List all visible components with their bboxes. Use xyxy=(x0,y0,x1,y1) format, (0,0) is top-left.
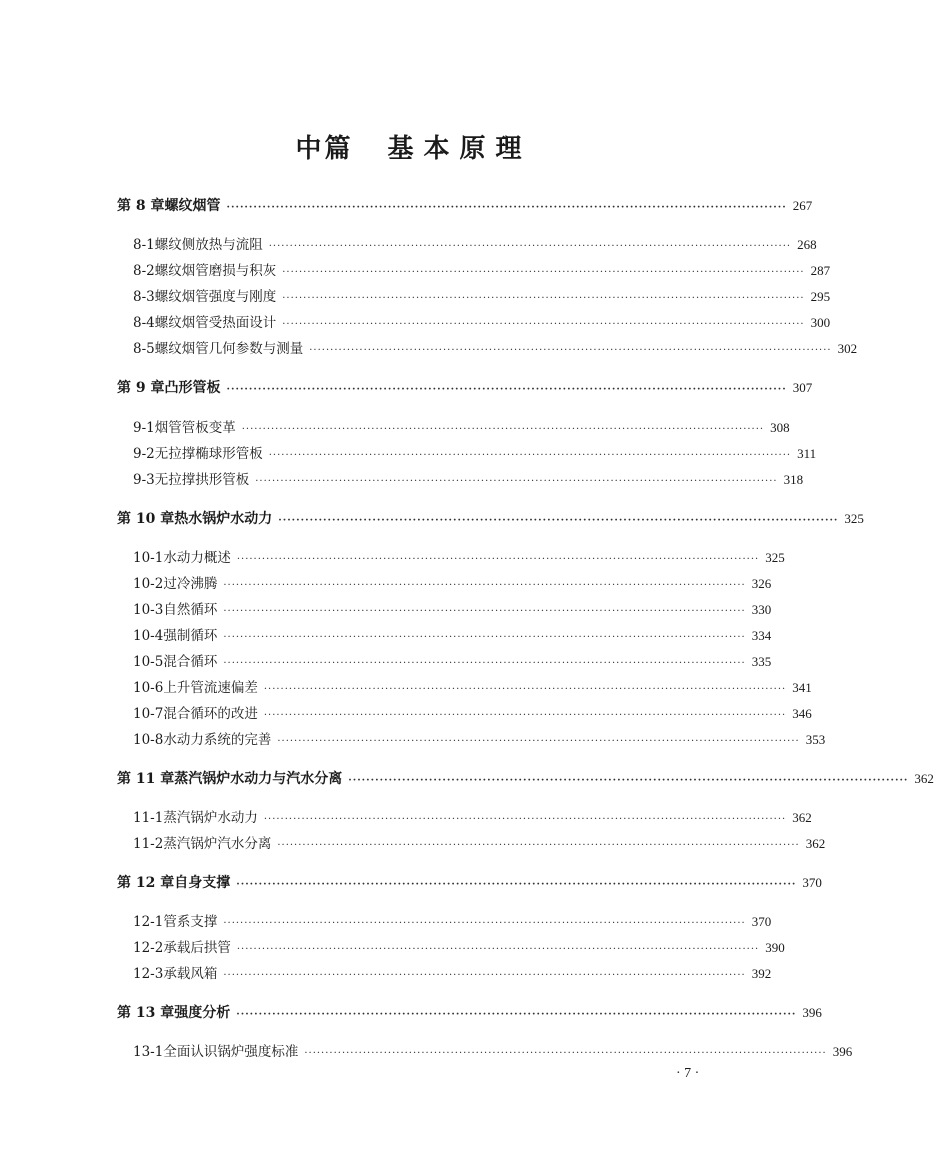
toc-section-row[interactable] xyxy=(133,287,831,307)
toc-section-row[interactable] xyxy=(133,548,785,568)
toc-number: 10-1 xyxy=(133,550,164,566)
toc-number: 9-2 xyxy=(133,446,155,462)
toc-title: 螺纹侧放热与流阻 xyxy=(154,237,263,253)
toc-number: 10-2 xyxy=(133,576,164,592)
toc-section-row[interactable] xyxy=(133,704,812,724)
toc-title: 上升管流速偏差 xyxy=(163,680,258,696)
toc-number: 9-3 xyxy=(133,472,155,488)
toc-leader-dots: ····························································································································· xyxy=(263,814,787,825)
toc-leader-dots: ····························································································································· xyxy=(223,632,746,643)
toc-title: 管系支撑 xyxy=(163,914,218,930)
toc-number: 12-3 xyxy=(133,966,164,982)
toc-page-number: 318 xyxy=(783,472,804,487)
toc-section-row[interactable] xyxy=(133,600,772,620)
toc-page-number: 370 xyxy=(802,875,822,890)
toc-title: 混合循环 xyxy=(163,654,218,670)
toc-leader-dots: ····························································································································· xyxy=(348,775,909,786)
toc-title: 热水锅炉水动力 xyxy=(174,511,273,527)
toc-section-row[interactable] xyxy=(133,938,785,958)
toc-title: 无拉撑椭球形管板 xyxy=(154,446,263,462)
toc-title: 蒸汽锅炉水动力 xyxy=(163,810,258,826)
toc-leader-dots: ····························································································································· xyxy=(268,450,792,461)
toc-leader-dots: ····························································································································· xyxy=(236,1009,797,1020)
toc-section-row[interactable] xyxy=(133,444,817,464)
part-title-text: 基本原理 xyxy=(387,134,532,164)
toc-chapter-row[interactable] xyxy=(117,378,813,398)
toc-page-number: 295 xyxy=(810,289,831,304)
toc-number: 10-4 xyxy=(133,628,164,644)
toc-title: 蒸汽锅炉水动力与汽水分离 xyxy=(174,771,343,787)
toc-number: 第 10 章 xyxy=(117,511,175,527)
toc-section-row[interactable] xyxy=(133,470,804,490)
toc-number: 10-7 xyxy=(133,706,164,722)
toc-page-number: 308 xyxy=(770,420,790,435)
toc-section-row[interactable] xyxy=(133,261,831,281)
toc-title: 全面认识锅炉强度标准 xyxy=(163,1044,299,1060)
toc-page-number: 287 xyxy=(810,263,831,278)
toc-title: 螺纹烟管几何参数与测量 xyxy=(154,341,304,357)
toc-number: 13-1 xyxy=(133,1044,164,1060)
toc-title: 水动力系统的完善 xyxy=(163,732,272,748)
toc-title: 螺纹烟管强度与刚度 xyxy=(154,289,277,305)
toc-leader-dots: ····························································································································· xyxy=(263,684,787,695)
toc-page-number: 267 xyxy=(792,198,813,213)
toc-page-number: 370 xyxy=(751,914,772,929)
toc-title: 螺纹烟管受热面设计 xyxy=(154,315,277,331)
toc-leader-dots: ····························································································································· xyxy=(268,241,792,252)
toc-leader-dots: ····························································································································· xyxy=(309,345,832,356)
toc-section-row[interactable] xyxy=(133,678,812,698)
part-title-label: 中篇 xyxy=(295,134,354,164)
toc-number: 10-8 xyxy=(133,732,164,748)
toc-number: 第 11 章 xyxy=(117,771,175,787)
toc-section-row[interactable] xyxy=(133,730,826,750)
toc-page-number: 334 xyxy=(751,628,772,643)
toc-section-row[interactable] xyxy=(133,626,772,646)
toc-leader-dots: ····························································································································· xyxy=(282,267,805,278)
toc-leader-dots: ····························································································································· xyxy=(226,202,787,213)
toc-number: 10-5 xyxy=(133,654,164,670)
toc-title: 承载风箱 xyxy=(163,966,218,982)
toc-page-number: 362 xyxy=(805,836,826,851)
toc-number: 第 12 章 xyxy=(117,875,175,891)
toc-number: 8-5 xyxy=(133,341,155,357)
toc-page-number: 396 xyxy=(832,1044,853,1059)
toc-title: 烟管管板变革 xyxy=(154,420,236,436)
toc-leader-dots: ····························································································································· xyxy=(223,606,746,617)
toc-page-number: 330 xyxy=(751,602,772,617)
toc-number: 10-6 xyxy=(133,680,164,696)
toc-leader-dots: ····························································································································· xyxy=(241,424,765,435)
toc-title: 蒸汽锅炉汽水分离 xyxy=(163,836,272,852)
toc-number: 11-2 xyxy=(133,836,164,852)
toc-chapter-row[interactable] xyxy=(117,769,934,789)
toc-leader-dots: ····························································································································· xyxy=(304,1048,827,1059)
toc-title: 过冷沸腾 xyxy=(163,576,218,592)
toc-number: 第 9 章 xyxy=(117,380,165,396)
toc-page-number: 390 xyxy=(765,940,785,955)
toc-leader-dots: ····························································································································· xyxy=(226,384,787,395)
toc-title: 承载后拱管 xyxy=(163,940,231,956)
toc-page-number: 300 xyxy=(810,315,831,330)
toc-section-row[interactable] xyxy=(133,912,772,932)
toc-leader-dots: ····························································································································· xyxy=(223,970,746,981)
toc-section-row[interactable] xyxy=(133,1042,853,1062)
toc-page-number: 362 xyxy=(914,771,934,786)
toc-title: 自身支撑 xyxy=(174,875,231,891)
toc-number: 8-4 xyxy=(133,315,155,331)
toc-page-number: 335 xyxy=(751,654,772,669)
toc-page-number: 325 xyxy=(844,511,864,526)
toc-section-row[interactable] xyxy=(133,834,826,854)
toc-page-number: 307 xyxy=(792,380,813,395)
toc-leader-dots: ····························································································································· xyxy=(223,658,746,669)
toc-number: 第 13 章 xyxy=(117,1005,175,1021)
toc-chapter-row[interactable] xyxy=(117,509,864,529)
toc-number: 12-2 xyxy=(133,940,164,956)
toc-number: 11-1 xyxy=(133,810,164,826)
toc-leader-dots: ····························································································································· xyxy=(277,840,800,851)
toc-title: 螺纹烟管磨损与积灰 xyxy=(154,263,277,279)
toc-number: 9-1 xyxy=(133,420,155,436)
toc-chapter-row[interactable] xyxy=(117,1003,822,1023)
toc-leader-dots: ····························································································································· xyxy=(236,944,760,955)
toc-title: 自然循环 xyxy=(163,602,218,618)
part-title xyxy=(0,128,827,165)
toc-leader-dots: ····························································································································· xyxy=(277,736,800,747)
toc-page-number: 325 xyxy=(765,550,785,565)
toc-title: 凸形管板 xyxy=(164,380,221,396)
toc-number: 8-2 xyxy=(133,263,155,279)
toc-page-number: 268 xyxy=(797,237,817,252)
toc-title: 强制循环 xyxy=(163,628,218,644)
toc-number: 8-1 xyxy=(133,237,155,253)
toc-page-number: 353 xyxy=(805,732,826,747)
toc-page-number: 311 xyxy=(797,446,817,461)
toc-number: 10-3 xyxy=(133,602,164,618)
toc-page-number: 392 xyxy=(751,966,772,981)
toc-chapter-row[interactable] xyxy=(117,196,813,216)
toc-section-row[interactable] xyxy=(133,235,817,255)
toc-title: 强度分析 xyxy=(174,1005,231,1021)
toc-number: 第 8 章 xyxy=(117,198,165,214)
toc-leader-dots: ····························································································································· xyxy=(223,918,746,929)
toc-leader-dots: ····························································································································· xyxy=(282,293,805,304)
toc-number: 8-3 xyxy=(133,289,155,305)
toc-page-number: 302 xyxy=(837,341,858,356)
toc-page-number: 326 xyxy=(751,576,772,591)
toc-section-row[interactable] xyxy=(133,339,858,359)
toc-leader-dots: ····························································································································· xyxy=(282,319,805,330)
toc-section-row[interactable] xyxy=(133,808,812,828)
toc-leader-dots: ····························································································································· xyxy=(236,554,760,565)
toc-number: 12-1 xyxy=(133,914,164,930)
toc-chapter-row[interactable] xyxy=(117,873,822,893)
toc-section-row[interactable] xyxy=(133,418,790,438)
toc-leader-dots: ····························································································································· xyxy=(236,879,797,890)
toc-title: 螺纹烟管 xyxy=(164,198,221,214)
toc-title: 水动力概述 xyxy=(163,550,231,566)
toc-leader-dots: ····························································································································· xyxy=(223,580,746,591)
toc-page-number: 396 xyxy=(802,1005,822,1020)
toc-section-row[interactable] xyxy=(133,964,772,984)
toc-page-number: 346 xyxy=(792,706,812,721)
page-number: · 7 · xyxy=(676,1066,700,1081)
toc-section-row[interactable] xyxy=(133,652,772,672)
toc-title: 无拉撑拱形管板 xyxy=(154,472,250,488)
toc-leader-dots: ····························································································································· xyxy=(263,710,787,721)
toc-section-row[interactable] xyxy=(133,574,772,594)
toc-page-number: 362 xyxy=(792,810,812,825)
toc-page-number: 341 xyxy=(792,680,812,695)
toc-leader-dots: ····························································································································· xyxy=(278,515,839,526)
toc-title: 混合循环的改进 xyxy=(163,706,258,722)
toc-section-row[interactable] xyxy=(133,313,831,333)
toc-leader-dots: ····························································································································· xyxy=(255,476,778,487)
